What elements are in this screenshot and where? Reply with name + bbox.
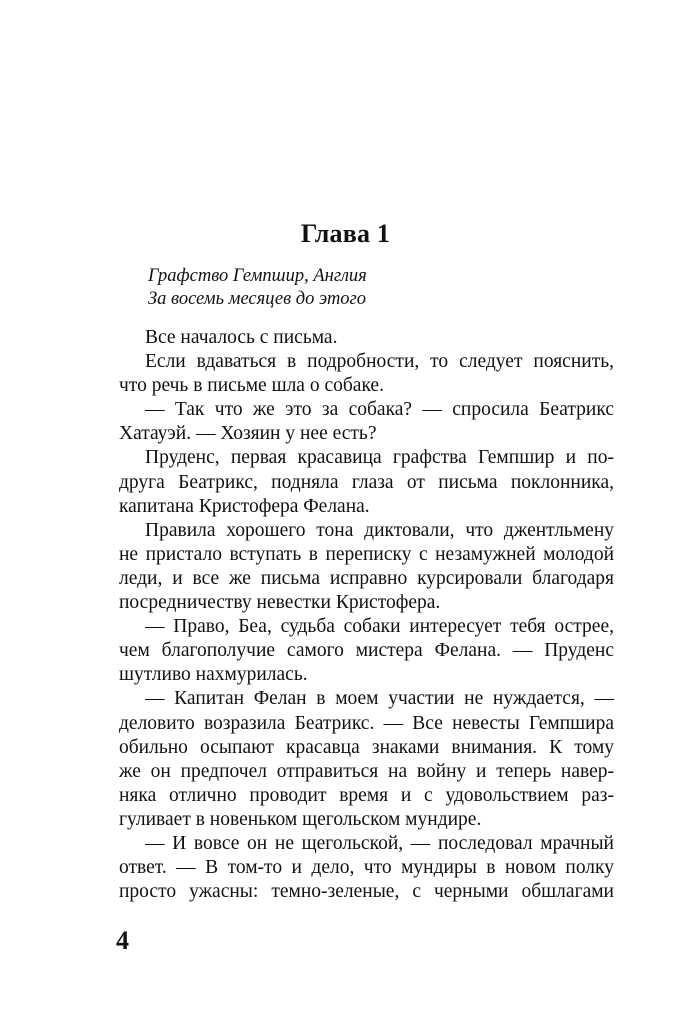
text-line: — Капитан Фелан в моем участии не нуждается, — bbox=[145, 688, 614, 710]
text-line: ответ. — В том-то и дело, что мундиры в новом полку bbox=[119, 857, 614, 879]
text-line: Пруденс, первая красавица графства Гемпшир и по- bbox=[145, 447, 614, 469]
page-number: 4 bbox=[116, 926, 129, 955]
text-line: друга Беатрикс, подняла глаза от письма поклонника, bbox=[119, 471, 614, 493]
body-text bbox=[119, 326, 614, 904]
epigraph-time: За восемь месяцев до этого bbox=[148, 289, 367, 309]
text-line: Если вдаваться в подробности, то следует пояснить, bbox=[145, 351, 614, 373]
epigraph-place: Графство Гемпшир, Англия bbox=[148, 266, 367, 286]
text-line: что речь в письме шла о собаке. bbox=[119, 375, 384, 397]
text-line: Все началось с письма. bbox=[145, 327, 338, 348]
text-line: же он предпочел отправиться на войну и теперь навер- bbox=[119, 760, 614, 782]
text-line: деловито возразила Беатрикс. — Все невесты Гемпшира bbox=[119, 712, 614, 734]
epigraph bbox=[148, 265, 367, 311]
text-line: — Так что же это за собака? — спросила Беатрикс bbox=[145, 399, 614, 421]
text-line: посредничеству невестки Кристофера. bbox=[119, 592, 441, 614]
text-line: шутливо нахмурилась. bbox=[119, 664, 308, 686]
text-line: няка отлично проводит время и с удовольствием раз- bbox=[119, 784, 614, 806]
text-line: не пристало вступать в переписку с незамужней молодой bbox=[119, 543, 614, 565]
text-line: обильно осыпают красавца знаками внимания. К тому bbox=[119, 736, 614, 758]
text-line: — И вовсе он не щегольской, — последовал мрачный bbox=[145, 832, 614, 854]
chapter-title: Глава 1 bbox=[300, 219, 391, 248]
text-line: чем благополучие самого мистера Фелана. — Пруденс bbox=[119, 640, 614, 662]
text-line: — Право, Беа, судьба собаки интересует тебя острее, bbox=[145, 616, 614, 638]
text-line: капитана Кристофера Фелана. bbox=[119, 495, 370, 517]
text-line: просто ужасны: темно-зеленые, с черными обшлагами bbox=[119, 881, 614, 903]
text-line: Правила хорошего тона диктовали, что джентльмену bbox=[145, 519, 614, 541]
text-line: гуливает в новеньком щегольском мундире. bbox=[119, 808, 482, 830]
text-line: леди, и все же письма исправно курсировали благодаря bbox=[119, 567, 614, 589]
text-line: Хатауэй. — Хозяин у нее есть? bbox=[119, 423, 377, 445]
